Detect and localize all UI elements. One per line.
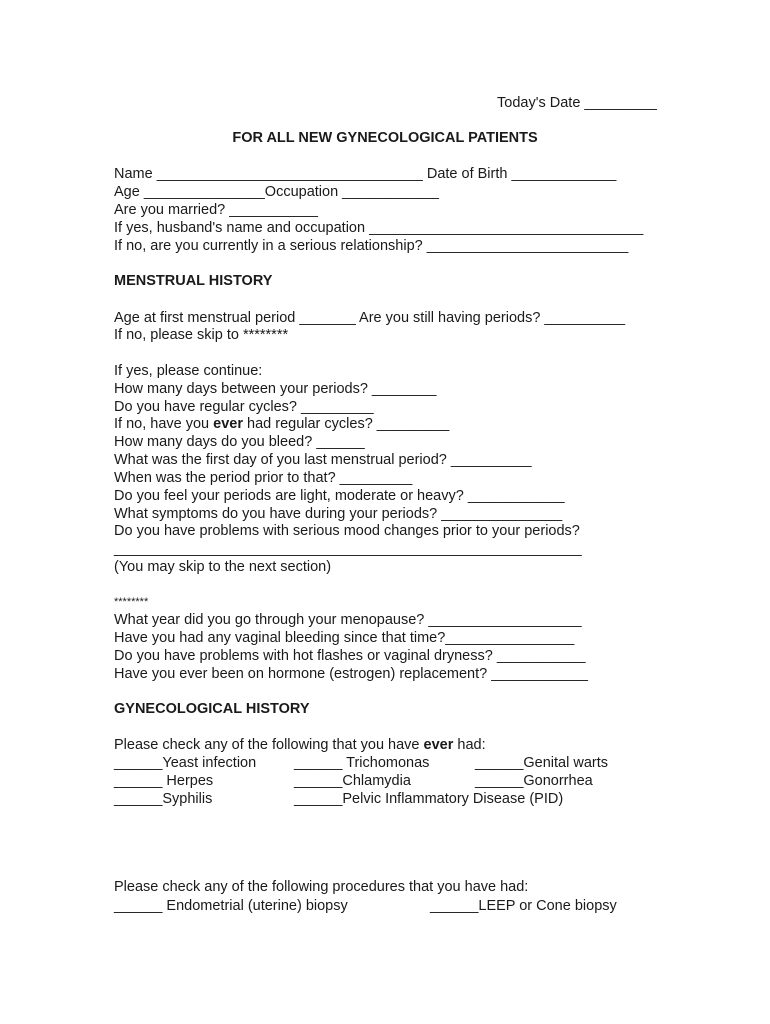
age-occupation-field[interactable]: Age _______________Occupation ____________ bbox=[114, 184, 439, 200]
husband-field[interactable]: If yes, husband's name and occupation __________________________________ bbox=[114, 220, 644, 236]
symptoms-field[interactable]: What symptoms do you have during your periods? _______________ bbox=[114, 506, 563, 522]
todays-date-field[interactable]: Today's Date _________ bbox=[497, 95, 657, 111]
condition-checkbox-pid[interactable]: ______Pelvic Inflammatory Disease (PID) bbox=[294, 791, 564, 807]
condition-checkbox-herpes[interactable]: ______ Herpes bbox=[114, 773, 214, 789]
menopause-year-field[interactable]: What year did you go through your menopause? ___________________ bbox=[114, 612, 582, 628]
condition-checkbox-trichomonas[interactable]: ______ Trichomonas bbox=[294, 755, 430, 771]
prior-period-field[interactable]: When was the period prior to that? _________ bbox=[114, 470, 413, 486]
skip-next-instruction: (You may skip to the next section) bbox=[114, 559, 332, 575]
mood-answer-line[interactable]: __________________________________________________________ bbox=[114, 541, 582, 557]
mood-question: Do you have problems with serious mood changes prior to your periods? bbox=[114, 523, 580, 539]
ever-regular-field[interactable] bbox=[114, 415, 449, 433]
condition-checkbox-yeast[interactable]: ______Yeast infection bbox=[114, 755, 257, 771]
condition-checkbox-syphilis[interactable]: ______Syphilis bbox=[114, 791, 213, 807]
vaginal-bleeding-field[interactable]: Have you had any vaginal bleeding since that time?________________ bbox=[114, 630, 575, 646]
ever-regular-post: had regular cycles? _________ bbox=[243, 416, 450, 432]
skip-instruction: If no, please skip to ******** bbox=[114, 327, 289, 343]
regular-cycles-field[interactable]: Do you have regular cycles? _________ bbox=[114, 399, 374, 415]
menopause-marker: ******** bbox=[114, 596, 149, 608]
relationship-field[interactable]: If no, are you currently in a serious relationship? _________________________ bbox=[114, 238, 629, 254]
condition-checkbox-genital-warts[interactable]: ______Genital warts bbox=[475, 755, 608, 771]
condition-checkbox-chlamydia[interactable]: ______Chlamydia bbox=[294, 773, 411, 789]
gynecological-history-heading: GYNECOLOGICAL HISTORY bbox=[114, 701, 310, 717]
married-field[interactable]: Are you married? ___________ bbox=[114, 202, 318, 218]
condition-checkbox-gonorrhea[interactable]: ______Gonorrhea bbox=[475, 773, 593, 789]
days-bleed-field[interactable]: How many days do you bleed? ______ bbox=[114, 434, 365, 450]
days-between-field[interactable]: How many days between your periods? ________ bbox=[114, 381, 437, 397]
procedure-checkbox-leep-cone[interactable]: ______LEEP or Cone biopsy bbox=[430, 898, 617, 914]
conditions-intro-post: had: bbox=[453, 737, 486, 753]
menstrual-history-heading: MENSTRUAL HISTORY bbox=[114, 273, 273, 289]
procedures-intro: Please check any of the following procedures that you have had: bbox=[114, 879, 529, 895]
continue-instruction: If yes, please continue: bbox=[114, 363, 263, 379]
hormone-field[interactable]: Have you ever been on hormone (estrogen) replacement? ____________ bbox=[114, 666, 588, 682]
conditions-intro bbox=[114, 736, 486, 754]
procedure-checkbox-endometrial-biopsy[interactable]: ______ Endometrial (uterine) biopsy bbox=[114, 898, 348, 914]
first-day-field[interactable]: What was the first day of you last menstrual period? __________ bbox=[114, 452, 532, 468]
hot-flashes-field[interactable]: Do you have problems with hot flashes or vaginal dryness? ___________ bbox=[114, 648, 586, 664]
name-dob-field[interactable]: Name _________________________________ Date of Birth _____________ bbox=[114, 166, 617, 182]
ever-emphasis: ever bbox=[423, 737, 454, 753]
form-title: FOR ALL NEW GYNECOLOGICAL PATIENTS bbox=[232, 130, 538, 146]
conditions-intro-pre: Please check any of the following that you have bbox=[114, 737, 424, 753]
ever-regular-pre: If no, have you bbox=[114, 416, 214, 432]
period-intensity-field[interactable]: Do you feel your periods are light, moderate or heavy? ____________ bbox=[114, 488, 565, 504]
first-period-field[interactable]: Age at first menstrual period _______ Are you still having periods? __________ bbox=[114, 310, 626, 326]
ever-emphasis: ever bbox=[213, 416, 243, 432]
